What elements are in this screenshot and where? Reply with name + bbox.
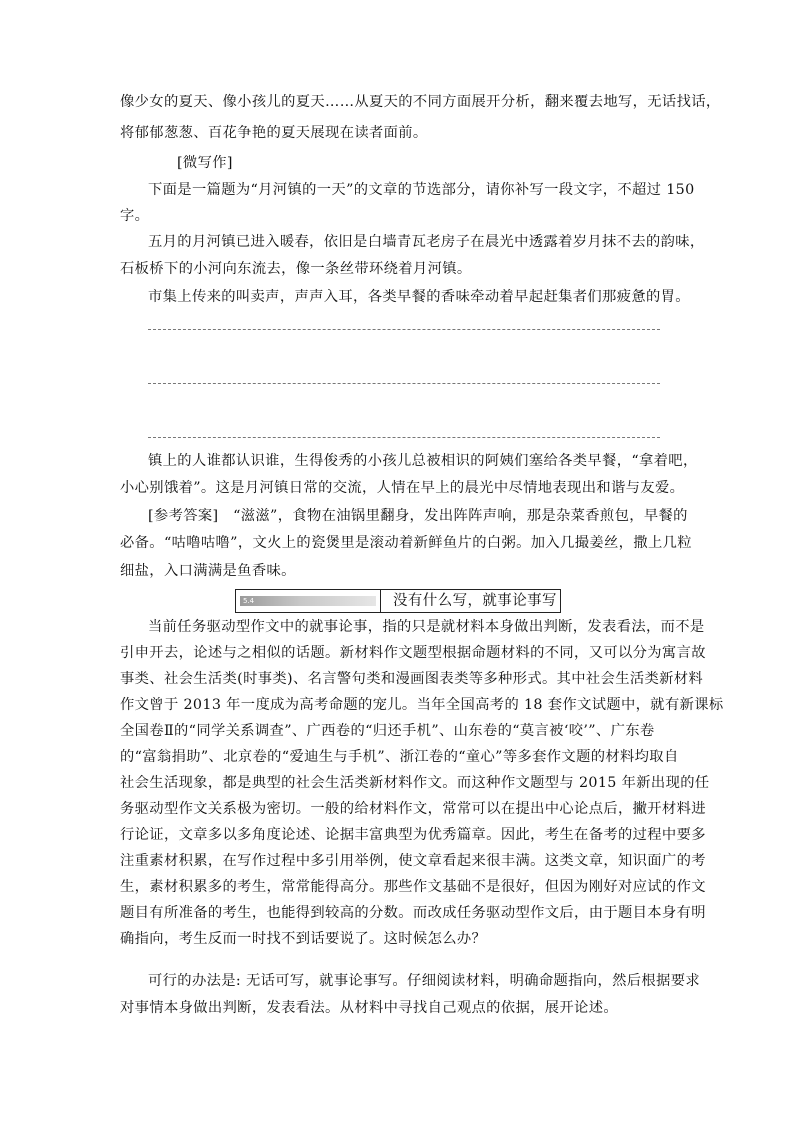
text-line: 全国卷Ⅱ的“同学关系调查”、广西卷的“归还手机”、山东卷的“莫言被‘咬’”、广东卷	[120, 723, 655, 739]
text-line: 石板桥下的小河向东流去，像一条丝带环绕着月河镇。	[120, 261, 472, 277]
text-line: 镇上的人谁都认识谁，生得俊秀的小孩儿总被相识的阿姨们塞给各类早餐，“拿着吧，	[148, 453, 698, 469]
banner-gradient-bar	[240, 596, 376, 606]
text-line: 五月的月河镇已进入暖春，依旧是白墙青瓦老房子在晨光中透露着岁月抹不去的韵味，	[148, 234, 705, 250]
text-line: 可行的办法是: 无话可写，就事论事写。仔细阅读材料，明确命题指向，然后根据要求	[148, 973, 700, 989]
answer-blank-line	[148, 329, 660, 330]
banner-decoration	[236, 590, 381, 612]
banner-tag: 5.4	[243, 597, 255, 605]
text-line: 将郁郁葱葱、百花争艳的夏天展现在读者面前。	[120, 125, 428, 141]
reference-answer-line: [参考答案] “滋滋”，食物在油锅里翻身，发出阵阵声响，那是杂菜香煎包，早餐的	[148, 508, 688, 524]
answer-blank-line	[148, 437, 660, 438]
text-line: 字。	[120, 208, 150, 224]
text-line: 市集上传来的叫卖声，声声入耳，各类早餐的香味牵动着早起赶集者们那疲惫的胃。	[148, 289, 690, 305]
text-line: 事类、社会生活类(时事类)、名言警句类和漫画图表类等多种形式。其中社会生活类新材料	[120, 671, 704, 687]
banner-title: 没有什么写，就事论事写	[393, 593, 557, 609]
text-line: 确指向，考生反而一时找不到话要说了。这时候怎么办？	[120, 931, 487, 947]
text-line: 行论证，文章多以多角度论述、论据丰富典型为优秀篇章。因此，考生在备考的过程中要多	[120, 827, 706, 843]
text-line: 的“富翁捐助”、北京卷的“爱迪生与手机”、浙江卷的“童心”等多套作文题的材料均取自	[120, 749, 679, 765]
text-line: 引申开去，论述与之相似的话题。新材料作文题型根据命题材料的不同，又可以分为寓言故	[120, 645, 706, 661]
text-line: 题目有所准备的考生，也能得到较高的分数。而改成任务驱动型作文后，由于题目本身有明	[120, 905, 706, 921]
text-line: 必备。“咕噜咕噜”，文火上的瓷煲里是滚动着新鲜鱼片的白粥。加入几撮姜丝，撒上几粒	[120, 535, 692, 551]
text-line: 像少女的夏天、像小孩儿的夏天……从夏天的不同方面展开分析，翻来覆去地写，无话找话，	[120, 94, 721, 110]
text-line: 对事情本身做出判断，发表看法。从材料中寻找自己观点的依据，展开论述。	[120, 1000, 618, 1016]
text-line: 生，素材积累多的考生，常常能得高分。那些作文基础不是很好，但因为刚好对应试的作文	[120, 879, 706, 895]
text-line: 注重素材积累，在写作过程中多引用举例，使文章看起来很丰满。这类文章，知识面广的考	[120, 853, 706, 869]
text-line: 小心别饿着”。这是月河镇日常的交流，人情在早上的晨光中尽情地表现出和谐与友爱。	[120, 480, 685, 496]
text-line: 作文曾于 2013 年一度成为高考命题的宠儿。当年全国高考的 18 套作文试题中，就有新课标	[120, 697, 724, 713]
text-line: 细盐，入口满满是鱼香味。	[120, 563, 296, 579]
text-line: 当前任务驱动型作文中的就事论事，指的只是就材料本身做出判断，发表看法，而不是	[148, 619, 705, 635]
section-banner	[235, 589, 561, 613]
section-heading: [微写作]	[177, 155, 233, 171]
text-line: 社会生活现象，都是典型的社会生活类新材料作文。而这种作文题型与 2015 年新出现的任	[120, 775, 710, 791]
text-line: 务驱动型作文关系极为密切。一般的给材料作文，常常可以在提出中心论点后，撇开材料进	[120, 801, 706, 817]
text-line: 下面是一篇题为“月河镇的一天”的文章的节选部分，请你补写一段文字，不超过 150	[148, 182, 695, 198]
answer-blank-line	[148, 383, 660, 384]
